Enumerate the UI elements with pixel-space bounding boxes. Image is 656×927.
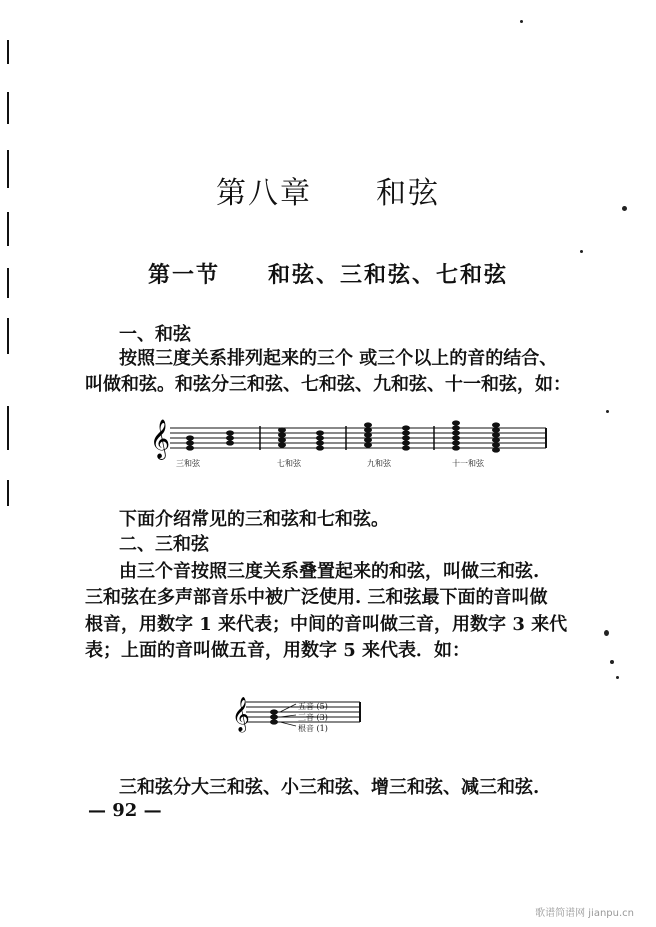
watermark: 歌谱简谱网 jianpu.cn [535,908,634,919]
scan-speck [580,250,583,253]
chapter-title: 第八章 和弦 [216,176,440,211]
part1-line: 叫做和弦。和弦分三和弦、七和弦、九和弦、十一和弦，如： [85,374,571,395]
root-tone-label: 根音 (1) [298,724,328,733]
binding-mark [7,480,9,506]
fifth-tone-label: 五音 (5) [298,702,328,711]
part2-line: 根音，用数字 1 来代表；中间的音叫做三音，用数字 3 来代 [85,614,568,635]
binding-mark [7,40,9,64]
scan-speck [606,410,609,413]
example-label-triad: 三和弦 [176,459,200,468]
binding-mark [7,212,9,246]
binding-mark [7,318,9,354]
example-label-eleventh: 十一和弦 [452,459,484,468]
scan-speck [520,20,523,23]
part2-heading: 二、三和弦 [119,534,209,555]
scan-speck [616,676,619,679]
treble-clef-icon: 𝄞 [232,697,250,732]
binding-mark [7,92,9,124]
third-tone-label: 三音 (3) [298,713,328,722]
scan-speck [610,660,614,664]
triad-types-text: 三和弦分大三和弦、小三和弦、增三和弦、减三和弦. [119,777,540,798]
section-title: 第一节 和弦、三和弦、七和弦 [147,262,508,288]
part1-line: 按照三度关系排列起来的三个 或三个以上的音的结合、 [119,348,558,369]
example-label-ninth: 九和弦 [367,459,391,468]
part2-line: 表；上面的音叫做五音，用数字 5 来代表．如： [85,640,471,661]
chord-types-staff [150,412,550,472]
transition-text: 下面介绍常见的三和弦和七和弦。 [119,509,389,530]
page-number: — 92 — [88,800,162,821]
part2-line: 由三个音按照三度关系叠置起来的和弦，叫做三和弦. [119,561,540,582]
example-label-seventh: 七和弦 [277,459,301,468]
part1-heading: 一、和弦 [119,324,191,345]
binding-mark [7,406,9,450]
treble-clef-icon: 𝄞 [150,419,171,459]
part2-line: 三和弦在多声部音乐中被广泛使用. 三和弦最下面的音叫做 [85,587,548,608]
